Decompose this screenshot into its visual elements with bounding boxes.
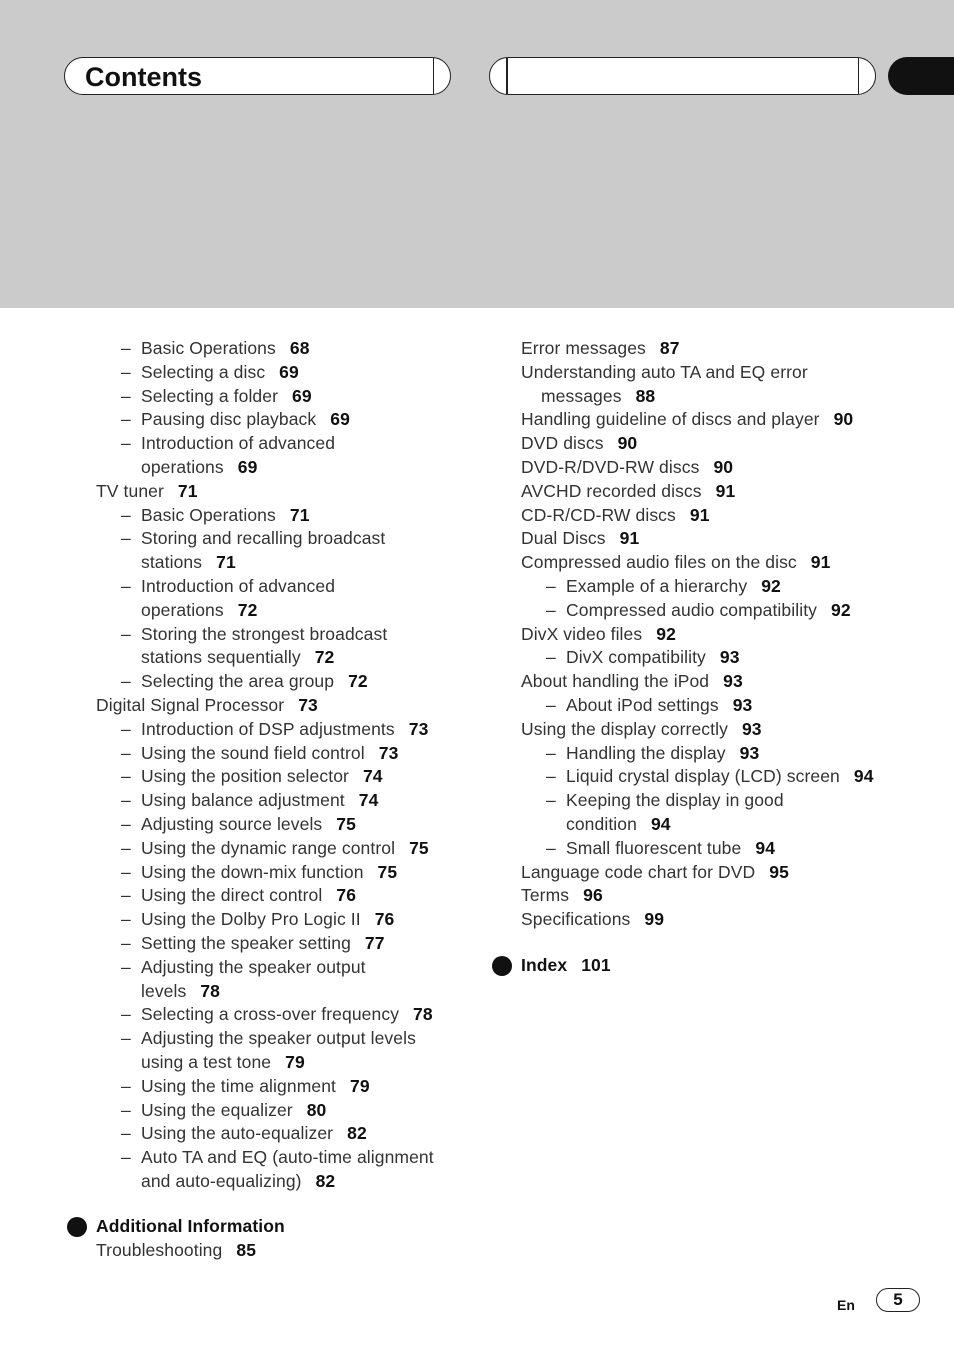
toc-entry-text: DivX compatibility	[566, 647, 706, 668]
toc-entry[interactable]	[521, 360, 808, 384]
dash-marker: –	[121, 528, 131, 549]
toc-entry-page: 95	[769, 861, 789, 882]
toc-entry-page: 91	[715, 480, 736, 501]
toc-entry-text: Using balance adjustment	[141, 790, 345, 811]
section-tab-contents	[64, 57, 451, 95]
toc-entry-text: Understanding auto TA and EQ error	[521, 361, 808, 382]
toc-entry[interactable]	[546, 741, 760, 765]
toc-entry-text: Selecting a folder	[141, 385, 279, 406]
toc-entry-page: 92	[761, 576, 781, 596]
toc-entry-page: 80	[306, 1099, 327, 1120]
toc-entry-page: 75	[336, 814, 356, 834]
toc-entry-page: 94	[650, 814, 671, 834]
toc-entry[interactable]	[121, 526, 386, 550]
toc-entry[interactable]	[121, 860, 398, 884]
dash-marker: –	[121, 433, 131, 454]
toc-entry[interactable]	[141, 979, 220, 1003]
toc-entry-text: Language code chart for DVD	[521, 861, 756, 882]
toc-entry[interactable]	[121, 1121, 367, 1145]
section-heading-index[interactable]: Index 101	[521, 955, 611, 975]
toc-entry-page: 90	[713, 457, 734, 477]
toc-entry[interactable]	[121, 574, 336, 598]
toc-entry-page: 69	[330, 409, 350, 430]
toc-entry[interactable]	[121, 384, 312, 408]
dash-marker: –	[121, 814, 131, 834]
toc-entry-text: Introduction of advanced	[141, 576, 336, 596]
toc-entry-text: operations	[141, 599, 224, 620]
toc-entry-text: Specifications	[521, 909, 631, 930]
toc-entry[interactable]	[541, 384, 655, 408]
toc-entry[interactable]	[121, 812, 356, 836]
toc-entry-page: 73	[378, 742, 399, 763]
toc-entry[interactable]	[121, 717, 429, 741]
toc-entry-page: 72	[237, 599, 258, 620]
dash-marker: –	[121, 861, 131, 882]
toc-entry[interactable]	[121, 622, 388, 646]
language-label: En	[837, 1297, 855, 1313]
toc-entry-text: Example of a hierarchy	[566, 576, 748, 596]
toc-entry-text: stations sequentially	[141, 647, 301, 668]
dash-marker: –	[121, 790, 131, 811]
toc-entry[interactable]	[521, 860, 789, 884]
dash-marker: –	[121, 718, 131, 739]
toc-entry[interactable]	[121, 836, 429, 860]
toc-entry[interactable]: Troubleshooting 85	[96, 1240, 257, 1260]
dash-marker: –	[121, 671, 131, 692]
toc-entry-page: 73	[408, 718, 429, 739]
dash-marker: –	[121, 1123, 131, 1144]
section-bullet-icon	[67, 1217, 87, 1237]
dash-marker: –	[546, 837, 556, 858]
toc-entry-page: 87	[659, 338, 680, 358]
toc-entry[interactable]	[521, 622, 676, 646]
toc-entry-text: Handling guideline of discs and player	[521, 409, 820, 430]
toc-entry-text: messages	[541, 385, 622, 406]
toc-entry-page: 79	[350, 1075, 370, 1096]
toc-entry[interactable]	[521, 407, 853, 431]
toc-entry[interactable]	[521, 479, 735, 503]
section-tab-marker	[888, 57, 954, 95]
toc-entry-page: 92	[831, 599, 851, 620]
toc-entry-page: 93	[739, 742, 760, 763]
dash-marker: –	[121, 766, 131, 787]
toc-entry-page: 74	[362, 766, 383, 787]
toc-entry-text: Using the direct control	[141, 885, 323, 906]
section-heading-additional[interactable]: Additional Information	[96, 1216, 285, 1236]
toc-entry[interactable]	[546, 598, 851, 622]
toc-entry[interactable]	[521, 431, 637, 455]
toc-entry-page: 69	[279, 361, 299, 382]
dash-marker: –	[121, 742, 131, 763]
toc-entry-text: DVD-R/DVD-RW discs	[521, 457, 700, 477]
toc-entry-page: 90	[833, 409, 854, 430]
toc-entry[interactable]	[521, 550, 830, 574]
toc-entry-text: AVCHD recorded discs	[521, 480, 702, 501]
toc-entry-page: 88	[635, 385, 656, 406]
toc-entry[interactable]	[521, 907, 664, 931]
toc-entry-page: 93	[719, 647, 740, 668]
toc-entry-text: Liquid crystal display (LCD) screen	[566, 766, 840, 787]
toc-entry-text: Handling the display	[566, 742, 726, 763]
toc-entry[interactable]	[521, 717, 762, 741]
dash-marker: –	[121, 909, 131, 930]
dash-marker: –	[121, 1075, 131, 1096]
toc-entry[interactable]	[141, 455, 257, 479]
toc-entry-text: Compressed audio compatibility	[566, 599, 818, 620]
toc-entry-text: using a test tone	[141, 1052, 272, 1072]
toc-entry-text: About handling the iPod	[521, 671, 710, 692]
toc-entry[interactable]	[521, 883, 603, 907]
toc-entry-page: 96	[583, 885, 603, 906]
toc-entry-text: Dual Discs	[521, 528, 606, 549]
dash-marker: –	[121, 1147, 131, 1168]
toc-entry[interactable]	[121, 1026, 416, 1050]
dash-marker: –	[546, 766, 556, 787]
toc-entry-page: 79	[285, 1052, 305, 1072]
toc-entry[interactable]	[566, 812, 671, 836]
toc-entry-text: Using the position selector	[141, 766, 349, 787]
dash-marker: –	[546, 790, 556, 811]
toc-entry-text: Using the time alignment	[141, 1075, 336, 1096]
toc-entry-text: Using the auto-equalizer	[141, 1123, 334, 1144]
dash-marker: –	[121, 1028, 131, 1049]
section-tab-blank	[489, 57, 876, 95]
toc-entry-page: 82	[347, 1123, 367, 1144]
toc-entry-page: 99	[644, 909, 665, 930]
toc-entry[interactable]	[546, 574, 781, 598]
toc-entry[interactable]	[141, 1050, 305, 1074]
toc-entry-page: 76	[374, 909, 395, 930]
toc-entry[interactable]	[96, 479, 198, 503]
toc-entry-text: About iPod settings	[566, 695, 719, 715]
toc-entry-text: Using the down-mix function	[141, 861, 364, 882]
toc-entry-page: 69	[237, 457, 258, 477]
toc-entry[interactable]	[546, 693, 753, 717]
toc-entry[interactable]	[121, 503, 310, 527]
dash-marker: –	[121, 956, 131, 977]
toc-entry-text: Compressed audio files on the disc	[521, 552, 797, 573]
page-number-badge: 5	[876, 1288, 920, 1312]
toc-entry[interactable]	[141, 645, 334, 669]
toc-entry-text: Introduction of DSP adjustments	[141, 718, 395, 739]
toc-entry[interactable]	[546, 788, 784, 812]
dash-marker: –	[121, 385, 131, 406]
toc-entry[interactable]	[121, 407, 350, 431]
toc-entry-text: Introduction of advanced	[141, 433, 336, 454]
toc-entry[interactable]	[121, 883, 357, 907]
toc-entry[interactable]	[121, 1145, 434, 1169]
toc-entry[interactable]	[546, 764, 874, 788]
tab-divider	[433, 58, 435, 94]
toc-entry-page: 72	[348, 671, 368, 692]
toc-entry[interactable]	[121, 931, 385, 955]
toc-entry-text: Small fluorescent tube	[566, 837, 742, 858]
page-title: Contents	[85, 62, 202, 92]
toc-entry-text: Adjusting the speaker output levels	[141, 1028, 416, 1049]
section-bullet-icon	[492, 956, 512, 976]
toc-entry-page: 75	[377, 861, 398, 882]
toc-entry-page: 71	[216, 552, 236, 573]
toc-entry-text: Auto TA and EQ (auto-time alignment	[141, 1147, 434, 1168]
toc-entry-text: Selecting a disc	[141, 361, 266, 382]
toc-entry-text: Keeping the display in good	[566, 790, 784, 811]
toc-entry[interactable]	[121, 669, 368, 693]
dash-marker: –	[546, 647, 556, 668]
dash-marker: –	[546, 742, 556, 763]
tab-divider	[858, 58, 860, 94]
toc-entry[interactable]	[521, 669, 743, 693]
toc-entry-text: and auto-equalizing)	[141, 1171, 302, 1191]
tab-divider	[506, 58, 508, 94]
header-band	[0, 0, 954, 308]
dash-marker: –	[121, 504, 131, 525]
toc-entry-text: Basic Operations	[141, 504, 276, 525]
toc-entry[interactable]	[141, 550, 236, 574]
toc-entry[interactable]	[121, 1002, 433, 1026]
dash-marker: –	[546, 576, 556, 596]
toc-entry-page: 74	[358, 790, 379, 811]
toc-entry[interactable]	[141, 598, 257, 622]
toc-entry-page: 90	[617, 433, 638, 454]
toc-entry-text: Using the equalizer	[141, 1099, 293, 1120]
toc-entry-page: 78	[413, 1004, 433, 1025]
toc-entry[interactable]	[141, 1169, 335, 1193]
dash-marker: –	[121, 361, 131, 382]
toc-entry-text: TV tuner	[96, 480, 164, 501]
toc-entry[interactable]	[121, 788, 379, 812]
toc-entry[interactable]	[121, 360, 299, 384]
toc-entry-text: levels	[141, 980, 187, 1001]
toc-entry-text: DivX video files	[521, 623, 643, 644]
toc-entry-text: Adjusting the speaker output	[141, 956, 366, 977]
toc-entry-text: Terms	[521, 885, 570, 906]
toc-entry-page: 72	[314, 647, 335, 668]
toc-entry-text: condition	[566, 814, 637, 834]
toc-entry-page: 91	[619, 528, 640, 549]
toc-entry[interactable]	[521, 503, 710, 527]
toc-entry[interactable]	[121, 1098, 327, 1122]
toc-entry-text: Error messages	[521, 338, 646, 358]
toc-entry[interactable]	[121, 1074, 370, 1098]
toc-entry-page: 93	[741, 718, 762, 739]
toc-entry-page: 76	[336, 885, 357, 906]
dash-marker: –	[121, 623, 131, 644]
toc-entry-page: 73	[298, 695, 318, 715]
toc-entry-text: Basic Operations	[141, 338, 276, 358]
toc-entry-page: 91	[810, 552, 831, 573]
toc-entry-text: Using the display correctly	[521, 718, 728, 739]
toc-entry-page: 92	[656, 623, 676, 644]
toc-entry[interactable]	[521, 336, 680, 360]
dash-marker: –	[121, 1004, 131, 1025]
toc-entry-text: Using the dynamic range control	[141, 837, 396, 858]
toc-entry-page: 77	[364, 933, 385, 953]
toc-entry-text: operations	[141, 457, 224, 477]
toc-entry-text: Setting the speaker setting	[141, 933, 351, 953]
dash-marker: –	[121, 576, 131, 596]
dash-marker: –	[546, 599, 556, 620]
toc-entry-text: Using the sound field control	[141, 742, 365, 763]
toc-entry-text: Pausing disc playback	[141, 409, 317, 430]
dash-marker: –	[121, 885, 131, 906]
toc-entry-page: 93	[723, 671, 743, 692]
dash-marker: –	[121, 1099, 131, 1120]
toc-entry-text: DVD discs	[521, 433, 604, 454]
toc-entry-page: 94	[853, 766, 874, 787]
dash-marker: –	[121, 933, 131, 953]
dash-marker: –	[121, 837, 131, 858]
toc-entry-page: 71	[289, 504, 310, 525]
toc-entry-page: 94	[755, 837, 776, 858]
toc-entry-text: Selecting a cross-over frequency	[141, 1004, 400, 1025]
toc-entry-text: stations	[141, 552, 203, 573]
toc-entry-text: Using the Dolby Pro Logic II	[141, 909, 361, 930]
toc-entry[interactable]	[121, 336, 310, 360]
toc-entry[interactable]	[96, 693, 318, 717]
toc-entry-page: 75	[409, 837, 429, 858]
toc-entry-page: 91	[689, 504, 710, 525]
toc-entry[interactable]	[521, 455, 733, 479]
toc-entry-page: 78	[200, 980, 221, 1001]
toc-entry-text: CD-R/CD-RW discs	[521, 504, 676, 525]
dash-marker: –	[121, 409, 131, 430]
toc-entry-text: Storing the strongest broadcast	[141, 623, 388, 644]
toc-entry-text: Selecting the area group	[141, 671, 335, 692]
toc-entry[interactable]	[121, 907, 395, 931]
toc-entry-page: 93	[732, 695, 753, 715]
toc-entry[interactable]	[121, 741, 399, 765]
toc-entry-page: 68	[289, 338, 310, 358]
toc-entry-page: 82	[315, 1171, 336, 1191]
toc-entry[interactable]	[121, 955, 366, 979]
dash-marker: –	[121, 338, 131, 358]
toc-entry[interactable]	[121, 764, 383, 788]
toc-entry-page: 71	[177, 480, 198, 501]
dash-marker: –	[546, 695, 556, 715]
toc-entry-text: Storing and recalling broadcast	[141, 528, 386, 549]
toc-entry[interactable]	[546, 645, 740, 669]
toc-entry[interactable]	[121, 431, 336, 455]
toc-entry[interactable]	[521, 526, 639, 550]
toc-entry-text: Adjusting source levels	[141, 814, 323, 834]
toc-entry-page: 69	[292, 385, 312, 406]
toc-entry-text: Digital Signal Processor	[96, 695, 285, 715]
toc-entry[interactable]	[546, 836, 776, 860]
